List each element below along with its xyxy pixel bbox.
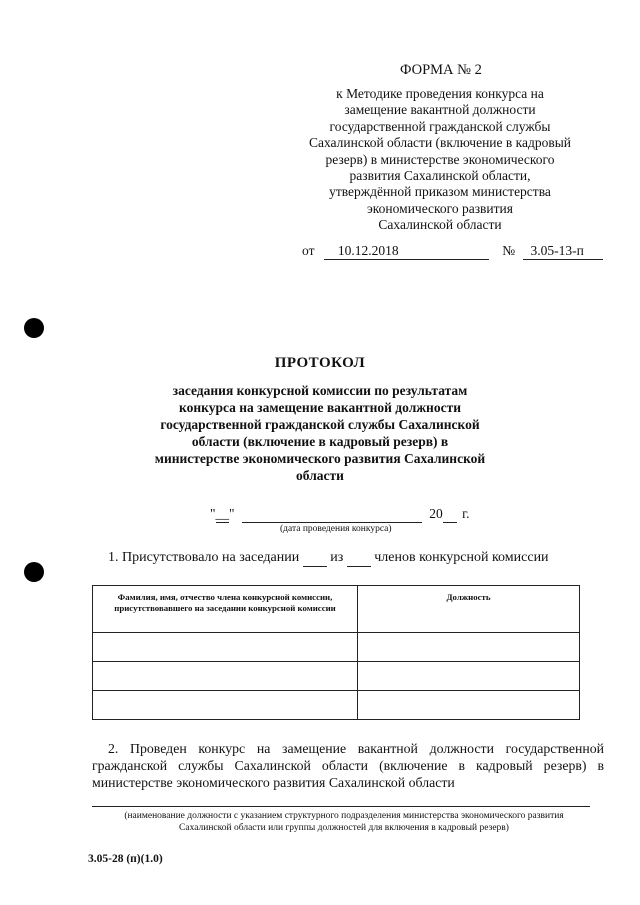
methodic-line: резерв) в министерстве экономического bbox=[325, 151, 555, 167]
table-header-row bbox=[93, 586, 580, 633]
protocol-subtitle bbox=[130, 382, 510, 484]
methodic-line: экономического развития bbox=[367, 200, 513, 216]
form-title: ФОРМА № 2 bbox=[400, 62, 482, 78]
punch-hole-bottom bbox=[24, 562, 44, 582]
year-suffix: г. bbox=[462, 506, 470, 521]
meeting-date-caption: (дата проведения конкурса) bbox=[280, 524, 392, 534]
table-cell-name bbox=[93, 691, 358, 720]
methodic-line: утверждённой приказом министерства bbox=[329, 184, 551, 200]
methodic-line: развития Сахалинской области, bbox=[349, 168, 531, 184]
table-cell-position bbox=[358, 633, 580, 662]
table-cell-name bbox=[93, 662, 358, 691]
meeting-day-blank: __ bbox=[215, 506, 230, 521]
date-prefix: от bbox=[302, 243, 315, 258]
table-cell-position bbox=[358, 691, 580, 720]
table-cell-name bbox=[93, 633, 358, 662]
methodic-line: к Методике проведения конкурса на bbox=[336, 86, 544, 101]
year-prefix: 20 bbox=[429, 506, 443, 521]
punch-hole-top bbox=[24, 318, 44, 338]
table-cell-position bbox=[358, 662, 580, 691]
total-members-blank bbox=[347, 550, 371, 567]
members-table bbox=[92, 585, 580, 720]
document-code: 3.05-28 (п)(1.0) bbox=[88, 853, 163, 865]
subtitle-line: министерстве экономического развития Сахалинской bbox=[154, 451, 486, 466]
table-header-position: Должность bbox=[358, 586, 580, 633]
methodic-line: Сахалинской области (включение в кадровый bbox=[308, 135, 572, 151]
methodic-line: Сахалинской области bbox=[378, 217, 502, 233]
subtitle-line: области (включение в кадровый резерв) в bbox=[191, 434, 449, 449]
year-blank bbox=[443, 506, 457, 523]
subtitle-line: заседания конкурсной комиссии по результатам bbox=[172, 383, 468, 398]
subtitle-line: государственной гражданской службы Сахалинской bbox=[160, 417, 480, 432]
subtitle-line: области bbox=[296, 468, 344, 483]
methodic-reference bbox=[270, 86, 610, 234]
table-header-name: Фамилия, имя, отчество члена конкурсной комиссии, присутствовавшего на заседании конкурсной комиссии bbox=[93, 586, 358, 633]
subtitle-line: конкурса на замещение вакантной должности bbox=[179, 400, 461, 415]
number-prefix: № bbox=[502, 243, 516, 258]
position-name-line bbox=[92, 806, 590, 807]
table-row bbox=[93, 691, 580, 720]
meeting-date-row: "__" 20 г. bbox=[210, 506, 470, 521]
methodic-line: замещение вакантной должности bbox=[344, 102, 536, 118]
competition-paragraph: 2. Проведен конкурс на замещение вакантной должности государственной гражданской службы Сахалинской области (включение в кадровый резерв) в министерстве экономического развития Сахалинской области bbox=[92, 741, 604, 790]
attended-count-blank bbox=[303, 550, 327, 567]
position-name-caption: (наименование должности с указанием структурного подразделения министерства экономического развития Сахалинской области или группы должностей для включения в кадровый резерв) bbox=[124, 811, 564, 833]
methodic-line: государственной гражданской службы bbox=[329, 118, 551, 134]
order-date-row bbox=[302, 243, 603, 260]
meeting-month-blank bbox=[242, 506, 422, 523]
table-row bbox=[93, 662, 580, 691]
table-row bbox=[93, 633, 580, 662]
order-number: 3.05-13-п bbox=[523, 243, 603, 260]
attendance-line: 1. Присутствовало на заседании из членов конкурсной комиссии bbox=[108, 550, 549, 565]
order-date: 10.12.2018 bbox=[324, 243, 489, 260]
protocol-title: ПРОТОКОЛ bbox=[274, 355, 366, 371]
